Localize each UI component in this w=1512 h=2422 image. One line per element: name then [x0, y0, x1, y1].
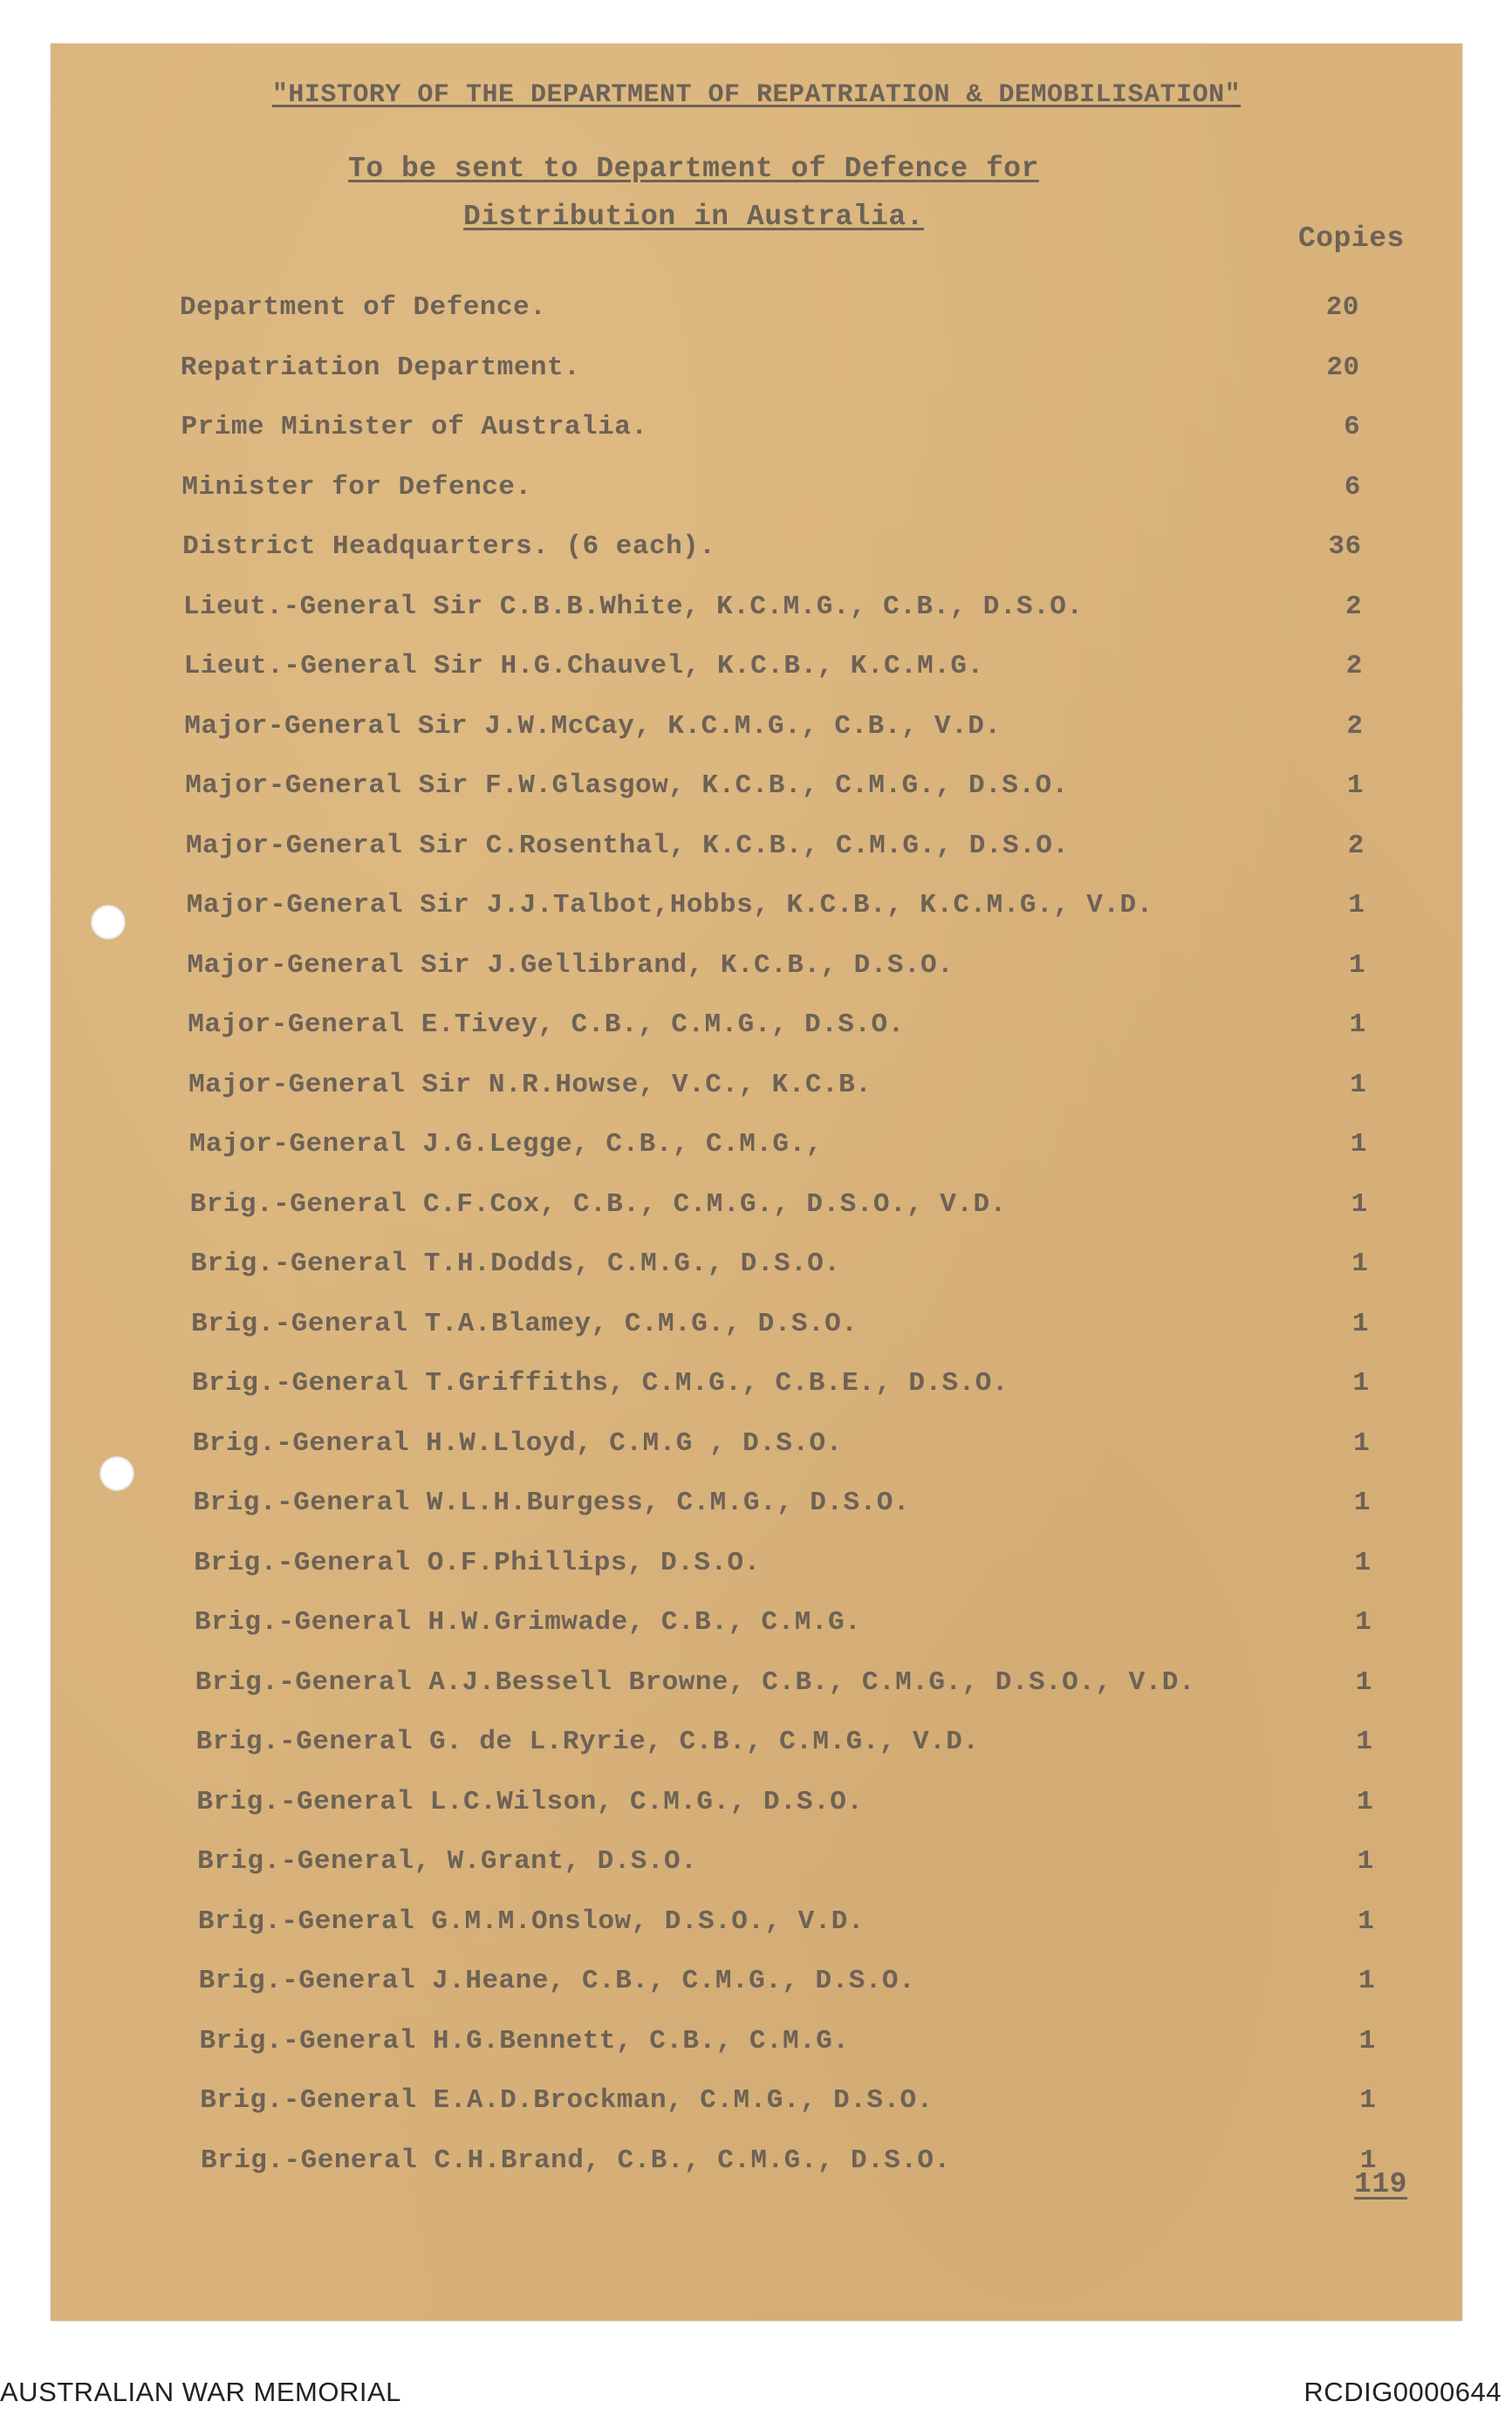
recipient-name: Major-General Sir N.R.Howse, V.C., K.C.B. [188, 1069, 872, 1100]
list-item [51, 1189, 1462, 1228]
list-item [51, 1906, 1462, 1945]
list-item [51, 472, 1462, 510]
distribution-list [51, 44, 1462, 2321]
copies-count: 2 [1345, 591, 1363, 622]
copies-count: 1 [1359, 2085, 1377, 2116]
copies-count: 1 [1348, 890, 1365, 920]
list-item [51, 412, 1462, 450]
copies-count: 2 [1346, 710, 1364, 742]
copies-count: 1 [1353, 1427, 1371, 1459]
copies-count: 1 [1358, 1905, 1375, 1937]
list-item [51, 2085, 1462, 2124]
recipient-name: District Headquarters. (6 each). [182, 531, 716, 562]
list-item [51, 292, 1462, 331]
copies-count: 1 [1350, 1069, 1367, 1100]
recipient-name: Brig.-General H.G.Bennett, C.B., C.M.G. [199, 2025, 850, 2056]
recipient-name: Brig.-General J.Heane, C.B., C.M.G., D.S.O. [198, 1966, 916, 1996]
recipient-name: Prime Minister of Australia. [181, 412, 648, 442]
recipient-name: Major-General Sir J.J.Talbot,Hobbs, K.C.B., K.C.M.G., V.D. [186, 890, 1153, 920]
copies-count: 1 [1350, 1129, 1368, 1160]
list-item [51, 592, 1462, 630]
document-subtitle-line1: To be sent to Department of Defence for [348, 153, 1039, 185]
recipient-name: Brig.-General O.F.Phillips, D.S.O. [194, 1547, 761, 1578]
list-item [51, 1548, 1462, 1586]
recipient-name: Brig.-General T.A.Blamey, C.M.G., D.S.O. [191, 1308, 859, 1339]
recipient-name: Brig.-General C.H.Brand, C.B., C.M.G., D.S.O. [201, 2145, 951, 2176]
copies-count: 1 [1357, 1846, 1374, 1877]
recipient-name: Repatriation Department. [180, 352, 581, 383]
list-item [51, 1009, 1462, 1048]
copies-count: 1 [1356, 1727, 1373, 1757]
document-subtitle-line2: Distribution in Australia. [463, 201, 924, 233]
list-item [51, 1607, 1462, 1645]
list-item [51, 950, 1462, 989]
list-item [51, 1787, 1462, 1825]
list-item [51, 831, 1462, 869]
copies-count: 1 [1351, 1188, 1368, 1220]
list-item [51, 1309, 1462, 1347]
recipient-name: Minister for Defence. [181, 471, 532, 503]
recipient-name: Brig.-General A.J.Bessell Browne, C.B., C.M.G., D.S.O., V.D. [195, 1666, 1195, 1698]
list-item [51, 531, 1462, 570]
copies-count: 20 [1325, 292, 1359, 323]
list-item [51, 352, 1462, 391]
footer-institution: AUSTRALIAN WAR MEMORIAL [0, 2377, 401, 2407]
recipient-name: Brig.-General, W.Grant, D.S.O. [197, 1846, 698, 1877]
list-item [51, 1488, 1462, 1526]
copies-column-header: Copies [1298, 222, 1405, 255]
list-item [51, 890, 1462, 928]
copies-count: 1 [1349, 1009, 1366, 1040]
recipient-name: Brig.-General L.C.Wilson, C.M.G., D.S.O. [196, 1786, 864, 1817]
list-item [51, 1846, 1462, 1885]
recipient-name: Lieut.-General Sir H.G.Chauvel, K.C.B., K.C.M.G. [183, 651, 984, 681]
list-item [51, 2145, 1462, 2184]
recipient-name: Brig.-General H.W.Lloyd, C.M.G , D.S.O. [192, 1427, 843, 1459]
recipient-name: Department of Defence. [180, 292, 547, 323]
copies-count: 1 [1351, 1249, 1369, 1279]
list-item [51, 651, 1462, 689]
recipient-name: Major-General J.G.Legge, C.B., C.M.G., [188, 1129, 823, 1160]
recipient-name: Brig.-General G.M.M.Onslow, D.S.O., V.D. [197, 1905, 865, 1937]
copies-count: 1 [1354, 1547, 1372, 1578]
list-item [51, 1966, 1462, 2004]
recipient-name: Brig.-General W.L.H.Burgess, C.M.G., D.S.O. [193, 1488, 910, 1518]
list-item [51, 711, 1462, 749]
recipient-name: Brig.-General G. de L.Ryrie, C.B., C.M.G., V.D. [195, 1727, 980, 1757]
list-item [51, 1368, 1462, 1406]
recipient-name: Major-General Sir J.Gellibrand, K.C.B., D.S.O. [187, 949, 954, 981]
list-item [51, 770, 1462, 809]
recipient-name: Brig.-General E.A.D.Brockman, C.M.G., D.S.O. [200, 2085, 934, 2116]
copies-count: 36 [1328, 531, 1362, 562]
recipient-name: Lieut.-General Sir C.B.B.White, K.C.M.G., C.B., D.S.O. [182, 591, 1084, 622]
recipient-name: Brig.-General H.W.Grimwade, C.B., C.M.G. [195, 1607, 862, 1638]
copies-count: 1 [1348, 949, 1366, 981]
copies-count: 1 [1352, 1368, 1370, 1399]
recipient-name: Major-General E.Tivey, C.B., C.M.G., D.S.O. [188, 1009, 905, 1040]
copies-count: 1 [1358, 1966, 1376, 1996]
recipient-name: Major-General Sir C.Rosenthal, K.C.B., C.M.G., D.S.O. [185, 830, 1070, 861]
copies-count: 1 [1353, 1488, 1371, 1518]
recipient-name: Major-General Sir J.W.McCay, K.C.M.G., C.B., V.D. [184, 710, 1002, 742]
copies-count: 20 [1326, 352, 1360, 383]
recipient-name: Brig.-General T.H.Dodds, C.M.G., D.S.O. [190, 1249, 841, 1279]
copies-total: 119 [1354, 2168, 1407, 2200]
recipient-name: Brig.-General C.F.Cox, C.B., C.M.G., D.S.O., V.D. [189, 1188, 1007, 1220]
list-item [51, 1428, 1462, 1467]
copies-count: 2 [1347, 830, 1365, 861]
recipient-name: Major-General Sir F.W.Glasgow, K.C.B., C.M.G., D.S.O. [185, 770, 1069, 801]
list-item [51, 1070, 1462, 1108]
copies-count: 1 [1351, 1308, 1369, 1339]
list-item [51, 1727, 1462, 1765]
copies-count: 1 [1357, 1786, 1374, 1817]
document-sheet [51, 44, 1462, 2321]
list-item [51, 1129, 1462, 1167]
copies-count: 1 [1355, 1607, 1372, 1638]
recipient-name: Brig.-General T.Griffiths, C.M.G., C.B.E., D.S.O. [191, 1368, 1009, 1399]
list-item [51, 2026, 1462, 2064]
copies-count: 1 [1358, 2025, 1376, 2056]
copies-count: 6 [1344, 412, 1361, 442]
list-item [51, 1667, 1462, 1706]
document-title: "HISTORY OF THE DEPARTMENT OF REPATRIATION & DEMOBILISATION" [271, 80, 1242, 110]
copies-count: 6 [1344, 471, 1361, 503]
copies-count: 1 [1355, 1666, 1372, 1698]
copies-count: 1 [1347, 770, 1365, 801]
list-item [51, 1249, 1462, 1287]
footer-image-code: RCDIG0000644 [1303, 2377, 1502, 2407]
copies-count: 2 [1345, 651, 1363, 681]
copies-count: 1 [1359, 2145, 1377, 2176]
